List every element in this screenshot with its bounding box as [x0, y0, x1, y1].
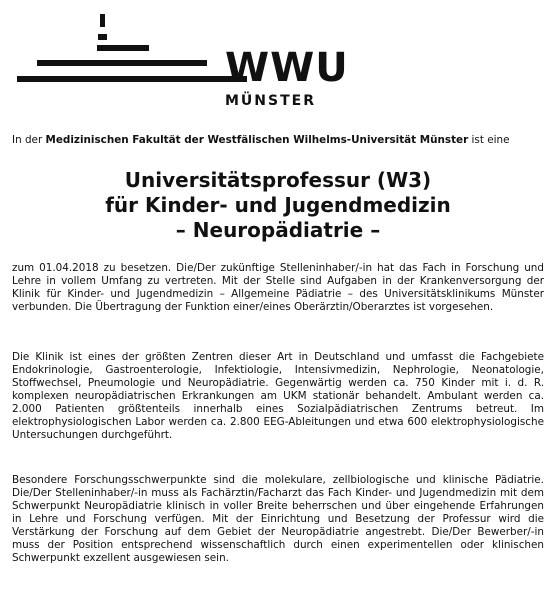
paragraph-clinic-description: Die Klinik ist eines der größten Zentren dieser Art in Deutschland und umfasst die Fachgebiete Endokrinologie, Gastroenterologie, Infektiologie, Intensivmedizin, Nephrologie, Neonatologie, Stoffwechsel, Pneumologie und Neuropädiatrie. Gegenwärtig werden ca. 750 Kinder mit i. d. R. komplexen neuropädiatrischen Erkrankungen am UKM stationär behandelt. Ambulant werden ca. 2.000 Patienten größtenteils innerhalb eines Sozialpädiatrischen Zentrums betreut. Im elektrophysiologischen Labor werden ca. 2.800 EEG-Ableitungen und etwa 600 elektrophysiologische Untersuchungen durchgeführt. — [12, 351, 544, 441]
wwu-logo — [97, 10, 349, 116]
paragraph-requirements: Besondere Forschungsschwerpunkte sind die molekulare, zellbiologische und klinische Pädiatrie. Die/Der Stelleninhaber/-in muss als Fachärztin/Facharzt das Fach Kinder- und Jugendmedizin mit dem Schwerpunkt Neuropädiatrie klinisch in voller Breite beherrschen und über eingehende Erfahrungen in Lehre und Forschung verfügen. Mit der Einrichtung und Besetzung der Professur wird die Verstärkung der Forschung auf dem Gebiet der Neuropädiatrie angestrebt. Die/Der Bewerber/-in muss der Position entsprechend wissenschaftlich durch einen experimentellen oder klinischen Schwerpunkt exzellent ausgewiesen sein. — [12, 474, 544, 564]
intro-prefix: In der — [12, 134, 46, 146]
title-line-1: Universitätsprofessur (W3) — [124, 168, 432, 192]
intro-suffix: ist eine — [468, 134, 510, 146]
logo-wordmark: WWU — [225, 45, 349, 91]
logo-city: MÜNSTER — [225, 93, 316, 109]
title-line-3: – Neuropädiatrie – — [175, 218, 381, 242]
paragraph-position-details: zum 01.04.2018 zu besetzen. Die/Der zukünftige Stelleninhaber/-in hat das Fach in Forschung und Lehre in vollem Umfang zu vertreten. Mit der Stelle sind Aufgaben in der Krankenversorgung der Klinik für Kinder- und Jugendmedizin – Allgemeine Pädiatrie – des Universitätsklinikums Münster verbunden. Die Übertragung der Funktion einer/eines Oberärztin/Oberarztes ist vorgesehen. — [12, 262, 544, 313]
faculty-name: Medizinischen Fakultät der Westfälischen Wilhelms-Universität Münster — [45, 134, 469, 146]
position-title — [12, 168, 544, 243]
intro-text — [12, 134, 544, 147]
title-line-2: für Kinder- und Jugendmedizin — [105, 193, 451, 217]
